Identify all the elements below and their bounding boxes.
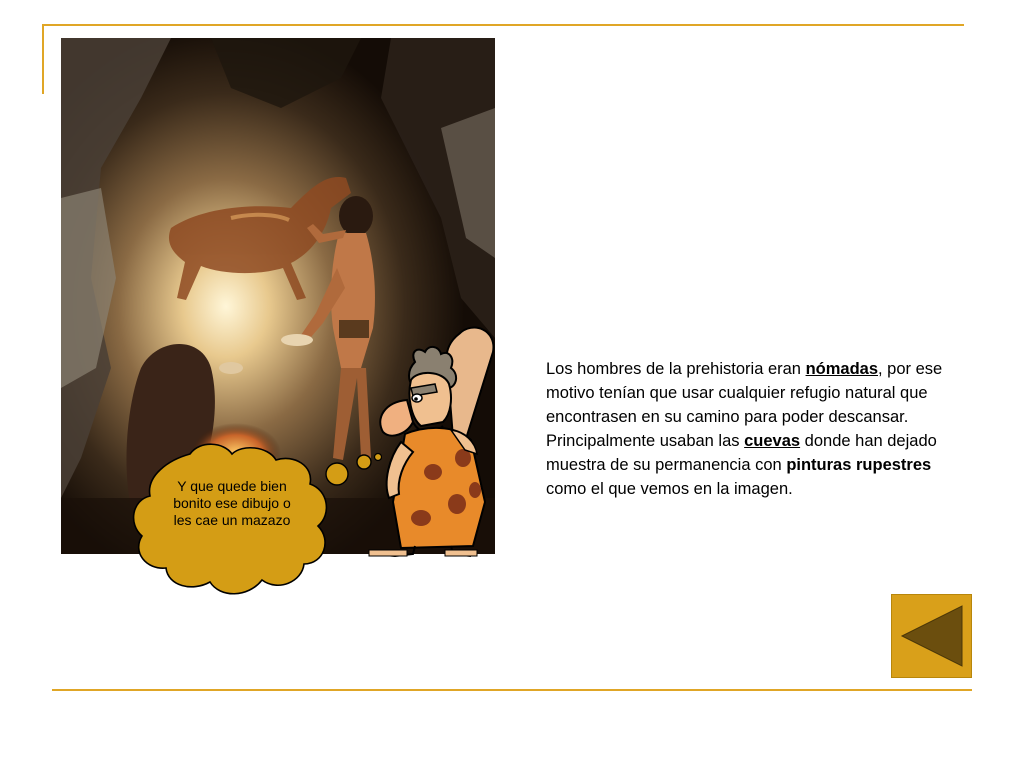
paragraph-1: Los hombres de la prehistoria eran nómadas, por ese motivo tenían que usar cualquier refugio natural que encontrasen en su camino para poder descansar. (546, 360, 943, 426)
keyword-nomadas-link[interactable]: nómadas (805, 360, 878, 378)
body-text (546, 357, 966, 501)
thought-bubble-trail (322, 448, 382, 492)
keyword-cuevas-link[interactable]: cuevas (744, 432, 801, 450)
bottom-rule (52, 689, 972, 691)
thought-bubble-text: Y que quede bien bonito ese dibujo o les cae un mazazo (173, 478, 291, 528)
caveman-cartoon (355, 322, 495, 558)
back-button[interactable] (891, 594, 972, 678)
top-rule (43, 24, 964, 26)
paragraph-2: Principalmente usaban las cuevas donde han dejado muestra de su permanencia con pinturas rupestres como el que vemos en la imagen. (546, 432, 937, 498)
left-rule (42, 24, 44, 94)
keyword-pinturas-rupestres: pinturas rupestres (786, 456, 932, 474)
triangle-left-icon (892, 595, 971, 677)
